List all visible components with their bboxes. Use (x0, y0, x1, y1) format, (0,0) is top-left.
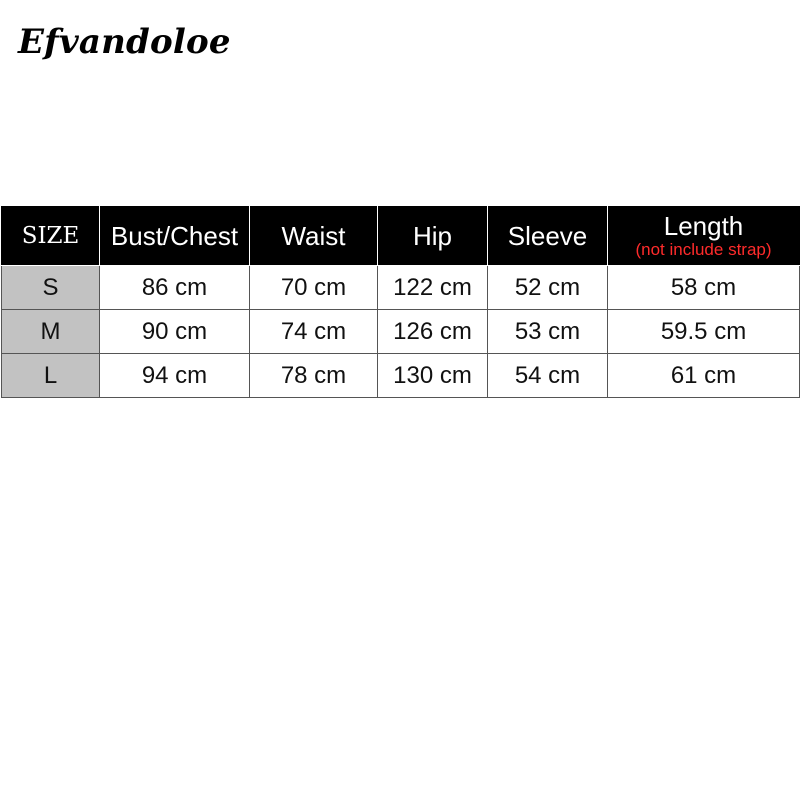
size-cell: M (2, 310, 100, 354)
length-cell: 58 cm (608, 266, 800, 310)
hip-cell: 130 cm (378, 354, 488, 398)
table-row (2, 354, 800, 398)
header-length (608, 207, 800, 266)
waist-cell: 70 cm (250, 266, 378, 310)
header-size: SIZE (2, 207, 100, 266)
size-cell: L (2, 354, 100, 398)
header-waist: Waist (250, 207, 378, 266)
header-length-label: Length (663, 211, 744, 241)
hip-cell: 126 cm (378, 310, 488, 354)
header-bust: Bust/Chest (100, 207, 250, 266)
sleeve-cell: 54 cm (488, 354, 608, 398)
table-row (2, 310, 800, 354)
length-cell: 61 cm (608, 354, 800, 398)
bust-cell: 86 cm (100, 266, 250, 310)
header-row (2, 207, 800, 266)
hip-cell: 122 cm (378, 266, 488, 310)
header-length-note: (not include strap) (635, 240, 772, 259)
sleeve-cell: 53 cm (488, 310, 608, 354)
waist-cell: 74 cm (250, 310, 378, 354)
size-cell: S (2, 266, 100, 310)
table-row (2, 266, 800, 310)
bust-cell: 94 cm (100, 354, 250, 398)
length-cell: 59.5 cm (608, 310, 800, 354)
header-sleeve: Sleeve (488, 207, 608, 266)
sleeve-cell: 52 cm (488, 266, 608, 310)
table-body (2, 266, 800, 398)
bust-cell: 90 cm (100, 310, 250, 354)
header-hip: Hip (378, 207, 488, 266)
size-chart-table (1, 206, 800, 398)
table-header (2, 207, 800, 266)
brand-logo-text: Efvandoloe (18, 22, 231, 62)
waist-cell: 78 cm (250, 354, 378, 398)
